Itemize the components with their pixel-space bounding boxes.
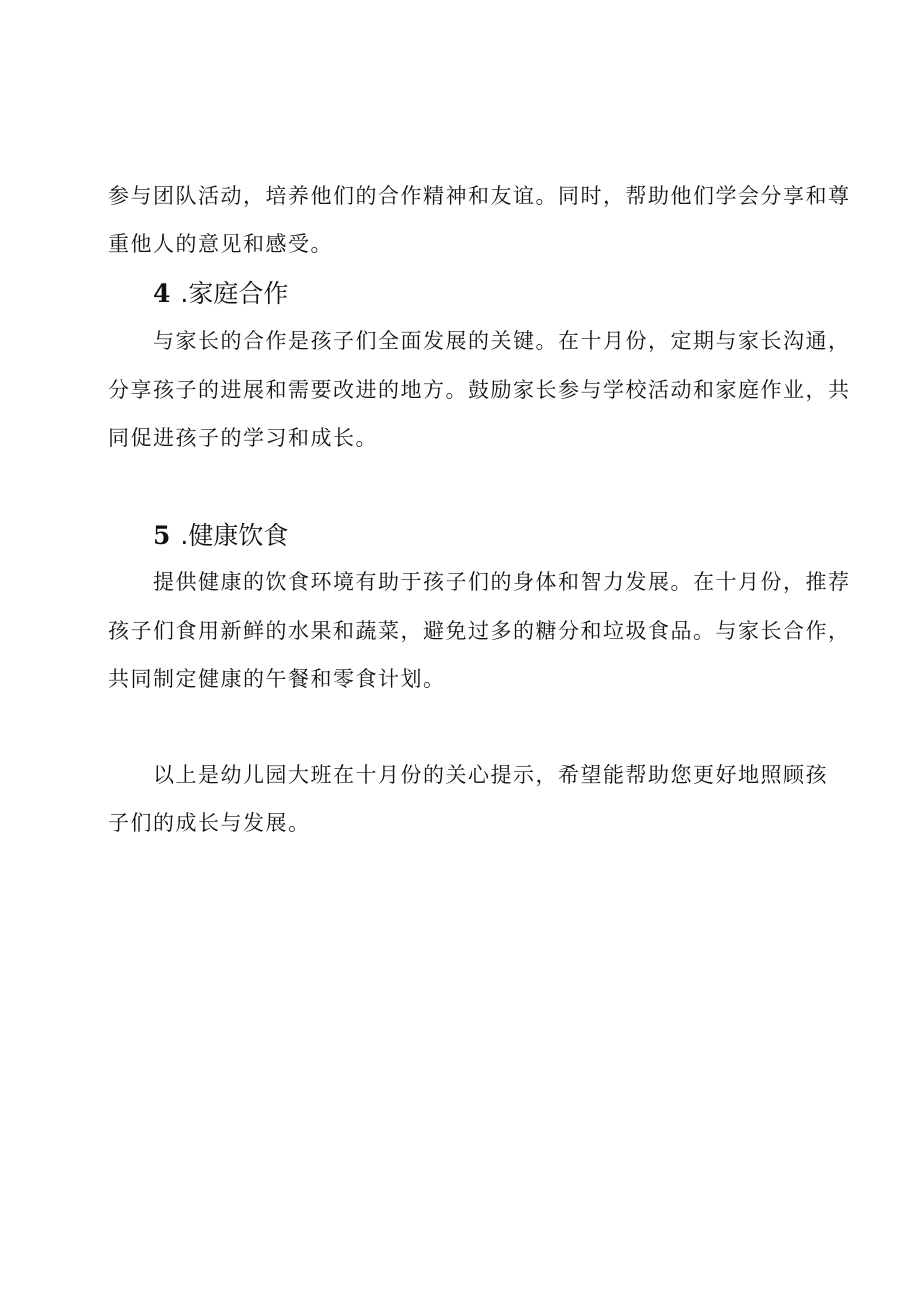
section-4-heading <box>153 281 288 306</box>
intro-line-2: 重他人的意见和感受。 <box>108 232 333 256</box>
section-5-line-2: 孩子们食用新鲜的水果和蔬菜，避免过多的糖分和垃圾食品。与家长合作， <box>108 619 851 643</box>
section-4-line-1: 与家长的合作是孩子们全面发展的关键。在十月份，定期与家长沟通， <box>153 329 851 353</box>
section-5-title: .健康饮食 <box>180 521 289 550</box>
section-4-line-2: 分享孩子的进展和需要改进的地方。鼓励家长参与学校活动和家庭作业，共 <box>108 378 851 402</box>
section-5-heading <box>153 523 288 548</box>
section-5-line-3: 共同制定健康的午餐和零食计划。 <box>108 667 446 691</box>
section-5-line-1: 提供健康的饮食环境有助于孩子们的身体和智力发展。在十月份，推荐 <box>153 570 851 594</box>
section-4-line-3: 同促进孩子的学习和成长。 <box>108 426 378 450</box>
closing-line-2: 子们的成长与发展。 <box>108 811 311 835</box>
section-4-number: 4 <box>153 279 171 308</box>
section-5-number: 5 <box>153 521 171 550</box>
closing-line-1: 以上是幼儿园大班在十月份的关心提示，希望能帮助您更好地照顾孩 <box>153 763 828 787</box>
section-4-title: .家庭合作 <box>180 279 289 308</box>
intro-line-1: 参与团队活动，培养他们的合作精神和友谊。同时，帮助他们学会分享和尊 <box>108 184 851 208</box>
